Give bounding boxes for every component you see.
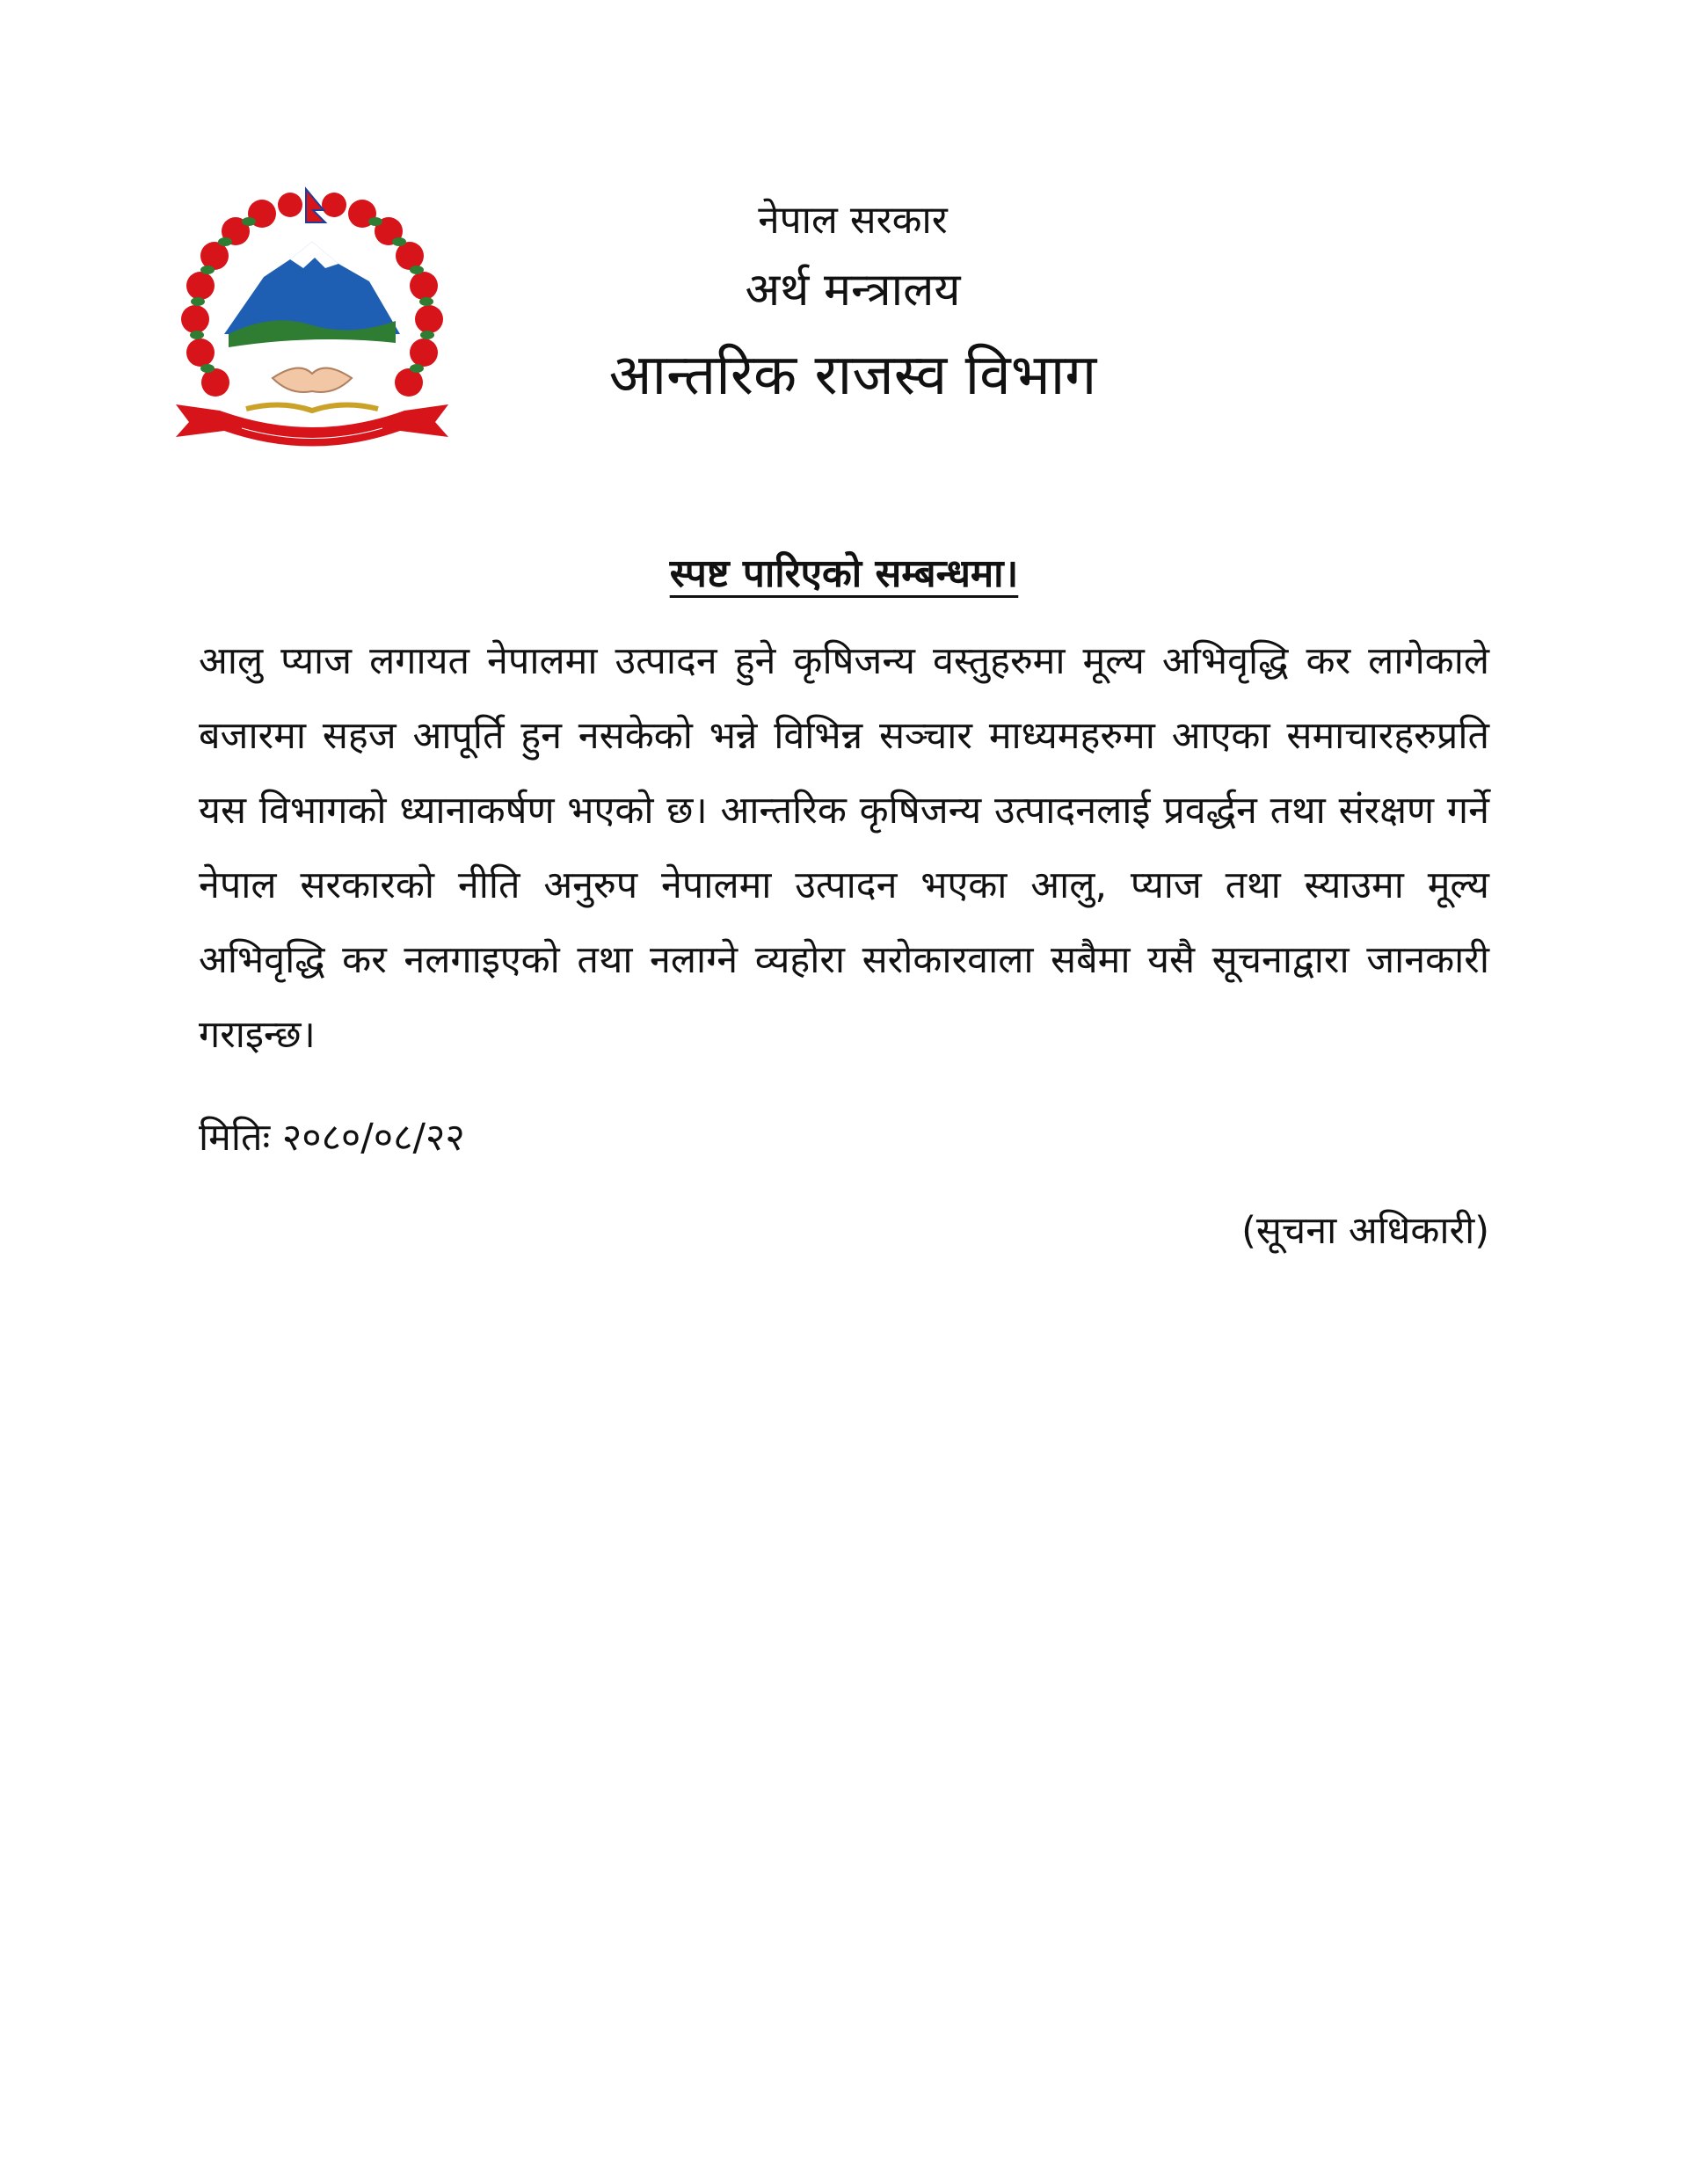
nepal-government-emblem-icon (158, 180, 466, 462)
ministry-heading: अर्थ मन्त्रालय (745, 264, 961, 317)
government-heading: नेपाल सरकार (758, 198, 948, 243)
notice-date: मितिः २०८०/०८/२२ (199, 1116, 465, 1160)
notice-subject (0, 545, 1688, 598)
signatory: (सूचना अधिकारी) (1241, 1209, 1489, 1253)
nepal-emblem (158, 180, 466, 462)
notice-body: आलु प्याज लगायत नेपालमा उत्पादन हुने कृषिजन्य वस्तुहरुमा मूल्य अभिवृद्धि कर लागेकाले बजारमा सहज आपूर्ति हुन नसकेको भन्ने विभिन्न सञ्चार माध्यमहरुमा आएका समाचारहरुप्रति यस विभागको ध्यानाकर्षण भएको छ। आन्तरिक कृषिजन्य उत्पादनलाई प्रवर्द्धन तथा संरक्षण गर्ने नेपाल सरकारको नीति अनुरुप नेपालमा उत्पादन भएका आलु, प्याज तथा स्याउमा मूल्य अभिवृद्धि कर नलगाइएको तथा नलाग्ने व्यहोरा सरोकारवाला सबैमा यसै सूचनाद्वारा जानकारी गराइन्छ। (199, 639, 1489, 1057)
department-heading: आन्तरिक राजस्व विभाग (608, 343, 1097, 408)
notice-subject-text: स्पष्ट पारिएको सम्बन्धमा। (669, 551, 1019, 596)
